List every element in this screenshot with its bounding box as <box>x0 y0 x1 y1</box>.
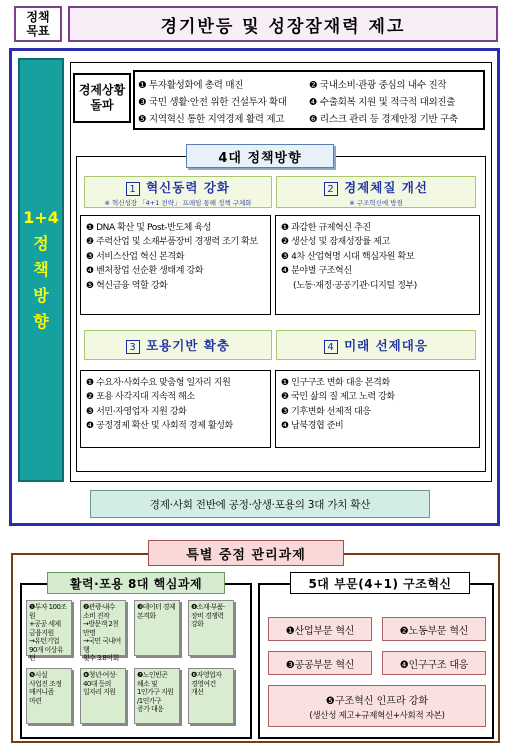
core-task-card <box>134 668 180 724</box>
direction-heading-2 <box>276 176 476 208</box>
core-task-line: 소비 진작 <box>83 611 110 620</box>
direction-item: ❷ 국민 삶의 질 제고 노력 강화 <box>281 392 395 403</box>
direction-item: ❹ 벤처창업 선순환 생태계 강화 <box>86 266 204 277</box>
direction-item: ❶ DNA 확산 및 Post-반도체 육성 <box>86 223 212 233</box>
breakthrough-label-line2: 돌파 <box>90 98 114 112</box>
core-task-line: 90개 이상유턴 <box>29 645 63 662</box>
breakthrough-box <box>133 70 485 130</box>
structure-title: 5대 부문(4+1) 구조혁신 <box>290 572 470 594</box>
directions-title: 4대 정책방향 <box>186 144 334 168</box>
structure-infra-box <box>268 685 486 727</box>
core-task-line: ❼노인빈곤 <box>137 671 168 679</box>
core-task-line: 일자리 지원 <box>83 688 116 696</box>
structure-item: ❹인구구조 대응 <box>382 651 486 675</box>
infra-subtitle: (생산성 제고+규제혁신+사회적 자본) <box>309 710 445 721</box>
values-bar: 경제·사회 전반에 공정·상생·포용의 3대 가치 확산 <box>90 490 430 518</box>
core-task-line: 증가 대응 <box>137 705 164 713</box>
direction-number: 4 <box>324 340 338 354</box>
direction-item: ❹ 분야별 구조혁신 <box>281 266 352 277</box>
core-task-line: 장비 경쟁력 <box>191 611 224 620</box>
direction-subtext: ※ 구조혁신에 방점 <box>349 198 403 207</box>
core-tasks-title: 활력·포용 8대 핵심과제 <box>47 572 225 594</box>
structure-item: ❶산업부문 혁신 <box>268 617 372 641</box>
core-task-line: /1인가구 <box>137 696 162 705</box>
direction-item: ❹ 공정경제 확산 및 사회적 경제 활성화 <box>86 421 233 432</box>
direction-heading-text: 포용기반 확충 <box>146 338 230 353</box>
core-task-line: 개선 <box>191 688 204 696</box>
direction-body-3 <box>80 370 271 448</box>
direction-item: ❹ 남북경협 준비 <box>281 421 344 432</box>
direction-subtext: ※ 혁신성장 「4+1 전략」 프레임 통해 정책 구체화 <box>104 198 252 207</box>
core-task-line: 1인가구 지원 <box>137 688 174 696</box>
direction-body-4 <box>275 370 480 448</box>
core-task-card <box>80 668 126 724</box>
core-task-line: 해소 및 <box>137 679 158 688</box>
core-task-line: ❻청년·여성· <box>83 671 117 679</box>
direction-item: ❷ 생산성 및 잠재성장률 제고 <box>281 237 390 248</box>
goal-label-line1: 정책 <box>26 10 50 24</box>
breakthrough-label <box>73 73 131 123</box>
core-task-card <box>26 668 72 724</box>
core-task-line: ❸데이터 경제 <box>137 603 176 611</box>
direction-item: ❷ 주력산업 및 소재부품장비 경쟁력 조기 확보 <box>86 237 258 248</box>
side-bar-line: 1+4 <box>23 208 59 227</box>
direction-item: ❸ 서비스산업 혁신 본격화 <box>86 251 184 262</box>
core-task-line: ❹소재·부품· <box>191 603 225 611</box>
core-task-card <box>80 600 126 662</box>
direction-item: ❶ 과감한 규제혁신 추진 <box>281 223 371 233</box>
core-task-card <box>188 668 234 724</box>
direction-heading-text: 경제체질 개선 <box>344 179 428 195</box>
breakthrough-item: ❻ 리스크 관리 등 경제안정 기반 구축 <box>309 114 458 125</box>
page-title: 경기반등 및 성장잠재력 제고 <box>68 6 498 42</box>
core-task-line: 마련 <box>29 696 42 705</box>
core-task-line: 금융지원 <box>29 628 54 637</box>
core-task-line: →유턴기업 <box>29 637 59 645</box>
direction-item: ❶ 수요자·사회수요 맞춤형 일자리 지원 <box>86 378 231 388</box>
core-task-line: 강화 <box>191 620 204 628</box>
direction-body-1 <box>80 215 271 315</box>
direction-heading-3 <box>84 330 272 360</box>
direction-number: 1 <box>126 182 140 196</box>
core-task-line: 본격화 <box>137 611 156 620</box>
side-bar-line: 향 <box>33 312 49 331</box>
direction-heading-text: 혁신동력 강화 <box>146 179 230 195</box>
direction-number: 3 <box>126 340 140 354</box>
core-task-line: →국민 국내여행 <box>83 637 121 654</box>
direction-item: ❷ 포용 사각지대 지속적 해소 <box>86 392 195 403</box>
direction-heading-1 <box>84 176 272 208</box>
core-task-line: ❶투자 100조원 <box>29 603 67 620</box>
breakthrough-item: ❺ 지역혁신 통한 지역경제 활력 제고 <box>138 114 285 125</box>
breakthrough-label-line1: 경제상황 <box>78 83 126 97</box>
core-task-line: →방문객 2천만명 <box>83 620 119 637</box>
core-task-line: 매커니즘 <box>29 688 54 696</box>
core-task-line: ❽자영업자 <box>191 671 222 679</box>
direction-item: ❸ 4차 산업혁명 시대 핵심자원 확보 <box>281 251 415 262</box>
direction-heading-text: 미래 선제대응 <box>344 338 428 353</box>
breakthrough-item: ❹ 수출회복 지원 및 적극적 대외진출 <box>309 97 456 108</box>
structure-item: ❷노동부문 혁신 <box>382 617 486 641</box>
core-task-card <box>26 600 72 662</box>
side-bar-line: 책 <box>33 260 49 279</box>
side-bar-label <box>18 58 64 482</box>
infra-title: ❺구조혁신 인프라 강화 <box>325 695 429 707</box>
core-task-line: 경영여건 <box>191 679 216 688</box>
direction-body-2 <box>275 215 480 315</box>
core-task-card <box>134 600 180 656</box>
core-task-line: ❷관광·내수 <box>83 603 115 611</box>
core-task-line: ❺시설 <box>29 671 47 679</box>
core-task-line: 40대 등의 <box>83 679 111 688</box>
direction-item: ❺ 혁신금융 역할 강화 <box>86 280 168 291</box>
breakthrough-item: ❷ 국내소비·관광 중심의 내수 진작 <box>309 80 447 91</box>
goal-label-line2: 목표 <box>26 24 50 38</box>
structure-item: ❸공공부문 혁신 <box>268 651 372 675</box>
direction-item: ❶ 인구구조 변화 대응 본격화 <box>281 378 390 388</box>
core-task-line: +공공 세제 <box>29 620 61 628</box>
special-tasks-title: 특별 중점 관리과제 <box>148 540 344 566</box>
core-task-card <box>188 600 234 656</box>
core-task-line: 횟수 3.8억회 <box>83 654 119 662</box>
side-bar-line: 방 <box>33 286 49 305</box>
direction-item: ❸ 서민·자영업자 지원 강화 <box>86 406 187 417</box>
breakthrough-item: ❶ 투자활성화에 총력 매진 <box>138 80 244 91</box>
side-bar-line: 정 <box>33 234 49 253</box>
direction-item: ❸ 기후변화 선제적 대응 <box>281 406 371 417</box>
direction-item: (노동·재정·공공기관·디지털 정부) <box>293 280 417 291</box>
breakthrough-item: ❸ 국민 생활·안전 위한 건설투자 확대 <box>138 97 287 108</box>
direction-heading-4 <box>276 330 476 360</box>
policy-goal-label <box>14 6 62 42</box>
direction-number: 2 <box>324 182 338 196</box>
core-task-line: 사업진 조정 <box>29 679 62 688</box>
